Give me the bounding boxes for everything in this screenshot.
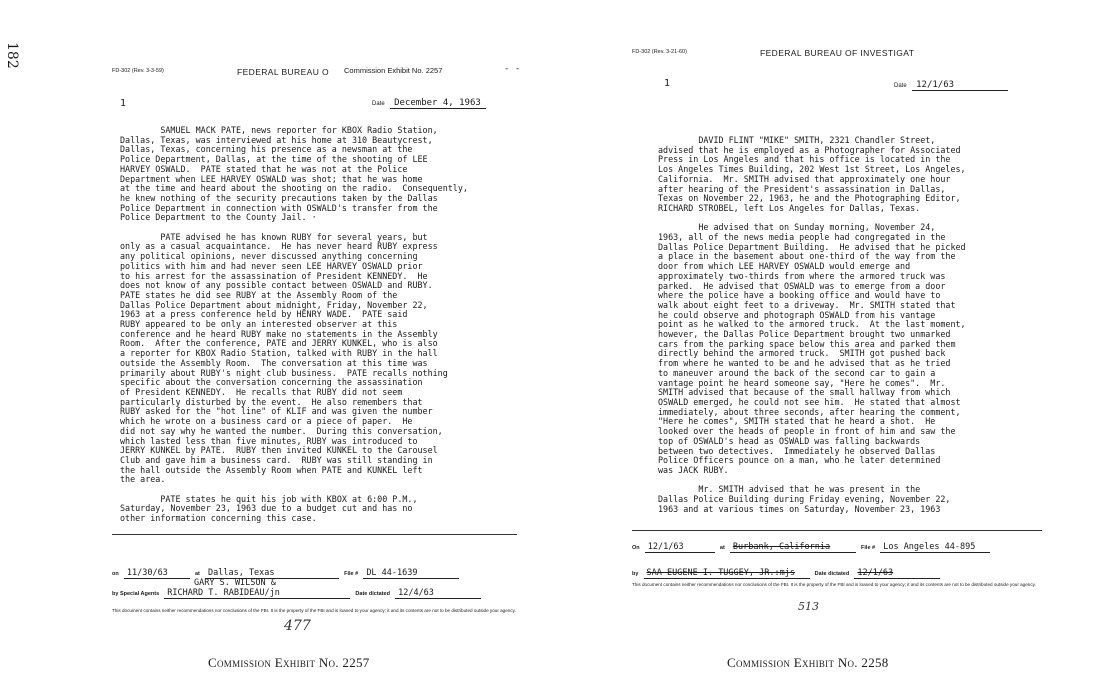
exhibit-stamp: Commission Exhibit No. 2257 <box>344 66 443 75</box>
divider <box>632 530 1042 531</box>
report-body: DAVID FLINT "MIKE" SMITH, 2321 Chandler Street, advised that he is employed as a Photographer for Associated Press in Los Angeles and that his office is located in the Los Angeles Times Building, 202 West 1st Street, Los Angeles, California. Mr. SMITH advised that approximately one hour after hearing of the President's assassination in Dallas, Texas on November 22, 1963, he and the Photographing Editor, RICHARD STROBEL, left Los Angeles for Dallas, Texas. He advised that on Sunday morning, November 24, 1963, all of the news media people had congregated in the Dallas Police Department Building. He advised that he picked a place in the basement about one-third of the way from the door from which LEE HARVEY OSWALD would emerge and approximately two-thirds from where the armored truck was parked. He advised that OSWALD was to emerge from a door where the police have a booking office and would have to walk about eight feet to a driveway. Mr. SMITH stated that he could observe and photograph OSWALD from his vantage point as he walked to the armored truck. At the last moment, however, the Dallas Police Department brought two unmarked cars from the parking space below this area and parked them directly behind the armored truck. SMITH got pushed back from where he wanted to be and he advised that as he tried to maneuver around the back of the second car to gain a vantage point he heard someone say, "Here he comes". Mr. SMITH advised that because of the small hallway from which OSWALD emerged, he could not see him. He stated that almost immediately, about three seconds, after hearing the comment, "Here he comes", SMITH stated that he heard a shot. He looked over the heads of people in front of him and saw the top of OSWALD's head as OSWALD was falling backwards between two detectives. Immediately he observed Dallas Police Officers pounce on a man, who he later determined was JACK RUBY. Mr. SMITH advised that he was present in the Dallas Police Building during Friday evening, November 22, 1963 and at various times on Saturday, November 23, 1963 <box>658 135 966 514</box>
report-body: SAMUEL MACK PATE, news reporter for KBOX Radio Station, Dallas, Texas, was interviewed at his home at 310 Beautycrest, Dallas, Texas, concerning his presence as a newsman at the Police Department, Dallas, at the time of the shooting of LEE HARVEY OSWALD. PATE stated that he was not at the Police Department when LEE HARVEY OSWALD was shot; that he was home at the time and heard about the shooting on the radio. Consequently, he knew nothing of the security precautions taken by the Dallas Police Department in connection with OSWALD's transfer from the Police Department to the County Jail. · PATE advised he has known RUBY for several years, but only as a casual acquaintance. He has never heard RUBY express any political opinions, never discussed anything concerning politics with him and had never seen LEE HARVEY OSWALD prior to his arrest for the assassination of President KENNEDY. He does not know of any possible contact between OSWALD and RUBY. PATE states he did see RUBY at the Assembly Room of the Dallas Police Department about midnight, Friday, November 22, 1963 at a press conference held by HENRY WADE. PATE said RUBY appeared to be only an interested observer at this conference and he heard RUBY make no statements in the Assembly Room. After the conference, PATE and JERRY KUNKEL, who is also a reporter for KBOX Radio Station, talked with RUBY in the hall outside the Assembly Room. The conversation at this time was primarily about RUBY's night club business. PATE recalls nothing specific about the conversation concerning the assassination of President KENNEDY. He recalls that RUBY did not seem particularly disturbed by the event. He also remembers that RUBY asked for the "hot line" of KLIF and was given the number which he wrote on a business card or a piece of paper. He did not say why he wanted the number. During this conversation, which lasted less than five minutes, RUBY was introduced to JERRY KUNKEL by PATE. RUBY then invited KUNKEL to the Carousel Club and gave him a business card. RUBY was still standing in the hall outside the Assembly Room when PATE and KUNKEL left the area. PATE states he quit his job with KBOX at 6:00 P.M., Saturday, November 23, 1963 due to a budget cut and has no other information concerning this case. <box>120 125 468 524</box>
handwritten-number: 477 <box>284 618 311 634</box>
page-indicator: 1 <box>664 78 671 89</box>
dictated-value: 12/1/63 <box>854 568 940 579</box>
on-label: On <box>632 545 640 551</box>
date-label: Date <box>372 101 385 107</box>
file-label: File # <box>861 545 876 551</box>
footer-on-row <box>112 568 459 579</box>
at-value: Burbank, California <box>730 542 856 553</box>
date-line <box>372 98 486 109</box>
form-number: FD-302 (Rev. 3-21-60) <box>632 49 687 55</box>
file-value: Los Angeles 44-895 <box>880 542 990 553</box>
bureau-header: FEDERAL BUREAU O <box>237 67 330 77</box>
agent-label: by <box>632 571 639 577</box>
at-value: Dallas, Texas <box>205 568 339 579</box>
dictated-label: Date dictated <box>355 591 390 597</box>
right-caption: Commission Exhibit No. 2258 <box>727 655 889 670</box>
left-caption: Commission Exhibit No. 2257 <box>208 655 370 670</box>
agent-label: by Special Agents <box>112 591 160 597</box>
date-value: December 4, 1963 <box>390 98 486 109</box>
disclaimer: This document contains neither recommendations nor conclusions of the FBI. It is the property of the FBI and is loaned to your agency; it and its contents are not to be distributed outside your agency. <box>112 608 516 613</box>
divider <box>112 534 517 535</box>
left-fbi-document <box>112 40 522 634</box>
page-number: 182 <box>4 42 20 69</box>
dictated-label: Date dictated <box>814 571 850 577</box>
form-number: FD-302 (Rev. 3-3-59) <box>112 68 164 74</box>
on-label: on <box>112 571 119 577</box>
corner-mark: - - <box>504 64 521 74</box>
agent-line-1: GARY S. WILSON & <box>194 578 276 588</box>
right-fbi-document <box>632 40 1042 630</box>
agent-value: SAA EUGENE I. TUGGEY, JR.:mjs <box>644 568 810 579</box>
footer-on-row <box>632 542 990 553</box>
handwritten-number: 513 <box>798 600 819 613</box>
on-value: 11/30/63 <box>124 568 190 579</box>
agent-value: RICHARD T. RABIDEAU/jn <box>164 588 350 599</box>
disclaimer: This document contains neither recommendations nor conclusions of the FBI. It is the property of the FBI and is loaned to your agency; it and its contents are not to be distributed outside your agency. <box>632 582 1036 587</box>
dictated-value: 12/4/63 <box>395 588 481 599</box>
date-line <box>894 80 1008 91</box>
on-value: 12/1/63 <box>645 542 715 553</box>
footer-agent-row <box>112 588 481 599</box>
date-value: 12/1/63 <box>912 80 1008 91</box>
date-label: Date <box>894 83 907 89</box>
file-label: File # <box>344 571 359 577</box>
at-label: at <box>194 571 200 577</box>
bureau-header: FEDERAL BUREAU OF INVESTIGAT <box>760 48 915 58</box>
page-indicator: 1 <box>120 98 127 109</box>
footer-agent-row <box>632 568 940 579</box>
file-value: DL 44-1639 <box>363 568 459 579</box>
at-label: at <box>719 545 725 551</box>
